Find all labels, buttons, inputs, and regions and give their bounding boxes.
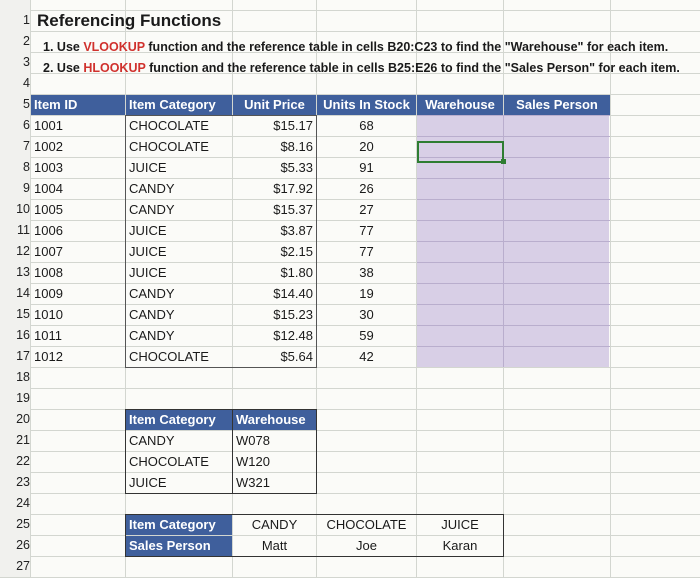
row-number[interactable]: 18 [16,370,30,384]
instruction-2-pre: Use [56,61,84,75]
row-number[interactable]: 3 [23,55,30,69]
units-in-stock-cell[interactable]: 19 [359,286,374,301]
unit-price-cell[interactable]: $15.17 [273,118,313,133]
item-id-cell[interactable]: 1012 [34,349,63,364]
hlookup-border [125,514,504,557]
instruction-1-function: VLOOKUP [83,40,145,54]
instruction-1-num: 1. [43,40,54,54]
item-category-cell[interactable]: CANDY [129,307,175,322]
selected-cell[interactable] [417,141,504,163]
header-unit-price[interactable]: Unit Price [233,95,316,115]
sales-person-cell[interactable] [504,283,609,304]
row-number[interactable]: 11 [17,223,30,237]
units-in-stock-cell[interactable]: 77 [359,223,374,238]
units-in-stock-cell[interactable]: 42 [359,349,374,364]
vlookup-warehouse-cell[interactable]: W321 [236,475,270,490]
vlookup-header-item-category[interactable]: Item Category [126,410,232,430]
item-id-cell[interactable]: 1007 [34,244,63,259]
row-number[interactable]: 12 [16,244,30,258]
gridline-h [0,472,700,473]
item-category-cell[interactable]: CHOCOLATE [129,139,209,154]
item-category-cell[interactable]: CHOCOLATE [129,118,209,133]
vlookup-warehouse-cell[interactable]: W078 [236,433,270,448]
gridline-h [0,451,700,452]
sheet-title: Referencing Functions [37,11,222,30]
gridline-h [0,367,700,368]
gridline-h [0,430,700,431]
row-number[interactable]: 20 [16,412,30,426]
row-number[interactable]: 1 [23,13,30,27]
instruction-1-post: function and the reference table in cells B20:C23 to find the "Warehouse" for each item. [144,40,669,54]
item-id-cell[interactable]: 1004 [34,181,63,196]
instruction-2-num: 2. [43,61,54,75]
warehouse-cell[interactable] [417,346,503,367]
warehouse-cell[interactable] [417,178,503,199]
sales-person-cell[interactable] [504,199,609,220]
item-category-cell[interactable]: JUICE [129,223,167,238]
row-number[interactable]: 13 [16,265,30,279]
warehouse-cell[interactable] [417,262,503,283]
warehouse-cell[interactable] [417,199,503,220]
vlookup-category-cell[interactable]: JUICE [129,475,167,490]
units-in-stock-cell[interactable]: 20 [359,139,374,154]
item-category-cell[interactable]: CHOCOLATE [129,349,209,364]
item-id-cell[interactable]: 1008 [34,265,63,280]
gridline-h [0,493,700,494]
sales-person-cell[interactable] [504,262,609,283]
hlookup-sales-person-cell[interactable]: Matt [261,538,288,553]
hlookup-header-item-category[interactable]: Item Category [126,515,232,535]
units-in-stock-cell[interactable]: 91 [359,160,374,175]
gridline-h [0,409,700,410]
row-number[interactable]: 5 [23,97,30,111]
item-category-cell[interactable]: JUICE [129,265,167,280]
unit-price-cell[interactable]: $3.87 [280,223,313,238]
hlookup-header-sales-person[interactable]: Sales Person [126,536,232,556]
vlookup-category-cell[interactable]: CANDY [129,433,175,448]
item-category-cell[interactable]: JUICE [129,160,167,175]
row-number[interactable]: 16 [16,328,30,342]
hlookup-category-cell[interactable]: CANDY [251,517,298,532]
fill-handle[interactable] [501,159,506,164]
units-in-stock-cell[interactable]: 30 [359,307,374,322]
units-in-stock-cell[interactable]: 27 [359,202,374,217]
gridline-v [610,0,611,577]
unit-price-cell[interactable]: $15.37 [273,202,313,217]
row-number[interactable]: 27 [16,559,30,573]
hlookup-category-cell[interactable]: JUICE [441,517,479,532]
warehouse-cell[interactable] [417,220,503,241]
gridline-h [0,31,700,32]
sales-person-cell[interactable] [504,241,609,262]
unit-price-cell[interactable]: $2.15 [280,244,313,259]
item-id-cell[interactable]: 1001 [34,118,63,133]
instruction-2-post: function and the reference table in cells B25:E26 to find the "Sales Person" for each item. [145,61,680,75]
sales-person-cell[interactable] [504,325,609,346]
item-category-cell[interactable]: CANDY [129,202,175,217]
unit-price-cell[interactable]: $15.23 [273,307,313,322]
row-number[interactable]: 4 [23,76,30,90]
unit-price-cell[interactable]: $17.92 [273,181,313,196]
row-number[interactable]: 24 [16,496,30,510]
vlookup-warehouse-cell[interactable]: W120 [236,454,270,469]
sales-person-cell[interactable] [504,115,609,136]
sales-person-cell[interactable] [504,346,609,367]
hlookup-category-cell[interactable]: CHOCOLATE [326,517,407,532]
item-id-cell[interactable]: 1009 [34,286,63,301]
unit-price-cell[interactable]: $14.40 [273,286,313,301]
item-id-cell[interactable]: 1011 [34,328,62,343]
vlookup-category-cell[interactable]: CHOCOLATE [129,454,209,469]
item-category-cell[interactable]: CANDY [129,181,175,196]
vlookup-divider [232,409,233,493]
row-number[interactable]: 22 [16,454,30,468]
units-in-stock-cell[interactable]: 59 [359,328,374,343]
units-in-stock-cell[interactable]: 38 [359,265,374,280]
header-warehouse[interactable]: Warehouse [417,95,503,115]
gridline-h [0,388,700,389]
warehouse-cell[interactable] [417,304,503,325]
row-number[interactable]: 8 [23,160,30,174]
item-id-cell[interactable]: 1010 [34,307,63,322]
row-number[interactable]: 14 [16,286,30,300]
item-id-cell[interactable]: 1002 [34,139,63,154]
warehouse-cell[interactable] [417,241,503,262]
unit-price-cell[interactable]: $5.64 [280,349,313,364]
item-category-cell[interactable]: CANDY [129,328,175,343]
warehouse-cell[interactable] [417,325,503,346]
row-number[interactable]: 9 [23,181,30,195]
header-sales-person[interactable]: Sales Person [504,95,610,115]
warehouse-cell[interactable] [417,283,503,304]
sales-person-cell[interactable] [504,178,609,199]
row-number[interactable]: 21 [16,433,30,447]
instruction-2-function: HLOOKUP [83,61,146,75]
row-number[interactable]: 2 [23,34,30,48]
unit-price-cell[interactable]: $5.33 [280,160,313,175]
vlookup-header-warehouse[interactable]: Warehouse [233,410,316,430]
row-number[interactable]: 15 [16,307,30,321]
unit-price-cell[interactable]: $8.16 [280,139,313,154]
item-category-cell[interactable]: JUICE [129,244,167,259]
warehouse-cell[interactable] [417,115,503,136]
hlookup-sales-person-cell[interactable]: Joe [356,538,377,553]
row-number[interactable]: 17 [16,349,30,363]
sales-person-cell[interactable] [504,220,609,241]
unit-price-cell[interactable]: $1.80 [280,265,313,280]
item-id-cell[interactable]: 1005 [34,202,63,217]
header-item-category[interactable]: Item Category [126,95,232,115]
row-number[interactable]: 25 [16,517,30,531]
unit-price-cell[interactable]: $12.48 [273,328,313,343]
item-id-cell[interactable]: 1003 [34,160,63,175]
header-units-in-stock[interactable]: Units In Stock [317,95,416,115]
vlookup-border [125,409,317,494]
instruction-1-pre: Use [56,40,84,54]
instruction-1 [40,37,671,58]
units-in-stock-cell[interactable]: 68 [359,118,374,133]
item-category-cell[interactable]: CANDY [129,286,175,301]
header-item-id[interactable]: Item ID [31,95,125,115]
sales-person-cell[interactable] [504,136,609,157]
row-number[interactable]: 19 [16,391,30,405]
row-number[interactable]: 6 [23,118,30,132]
units-in-stock-cell[interactable]: 77 [359,244,374,259]
row-number[interactable]: 23 [16,475,30,489]
row-number[interactable]: 10 [16,202,30,216]
instruction-2 [40,58,683,79]
row-number[interactable]: 26 [16,538,30,552]
row-number[interactable]: 7 [23,139,30,153]
item-id-cell[interactable]: 1006 [34,223,63,238]
sales-person-cell[interactable] [504,304,609,325]
hlookup-sales-person-cell[interactable]: Karan [442,538,478,553]
units-in-stock-cell[interactable]: 26 [359,181,374,196]
sales-person-cell[interactable] [504,157,609,178]
